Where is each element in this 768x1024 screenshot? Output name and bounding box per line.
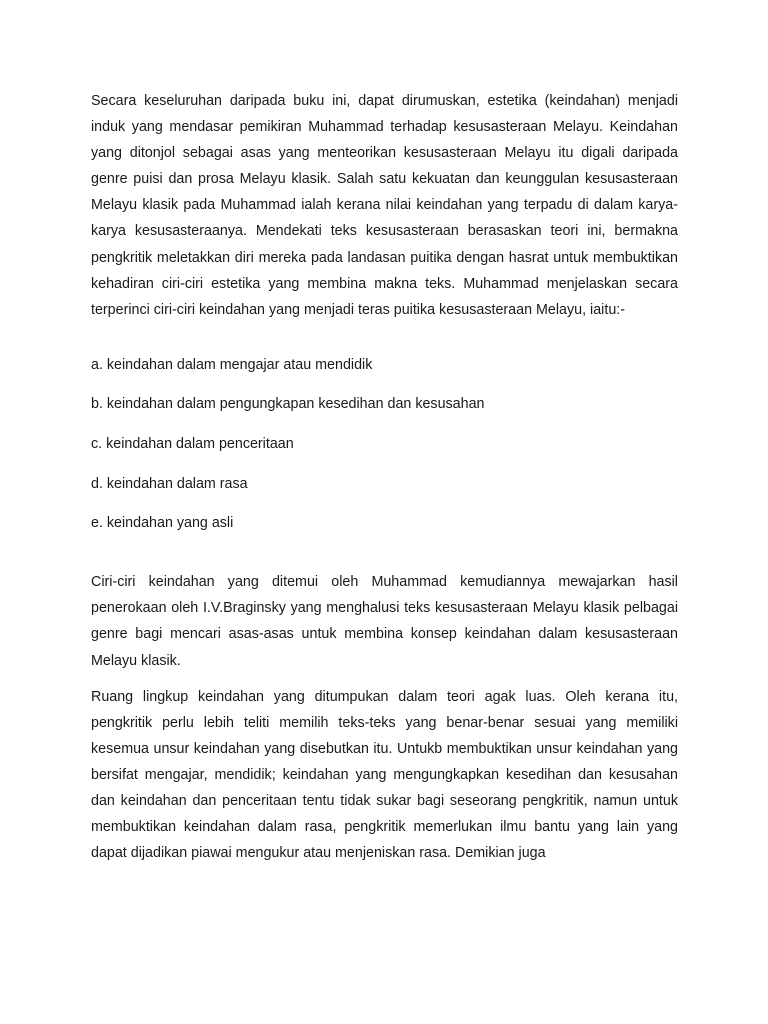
aesthetics-list [91,355,678,533]
list-marker: d. [91,475,107,492]
list-item-text: keindahan dalam rasa [106,475,248,492]
list-marker: e. [91,515,107,532]
document-page [91,88,678,866]
list-item [91,394,678,414]
scope-paragraph: Ruang lingkup keindahan yang ditumpukan dalam teori agak luas. Oleh kerana itu, pengkritik perlu lebih teliti memilih teks-teks yang benar-benar sesuai yang memiliki kesemua unsur keindahan yang disebutkan itu. Untukb membuktikan unsur keindahan yang bersifat mengajar, mendidik; keindahan yang mengungkapkan kesedihan dan kesusahan dan keindahan dan penceritaan tentu tidak sukar bagi seseorang pengkritik, namun untuk membuktikan keindahan dalam rasa, pengkritik memerlukan ilmu bantu yang lain yang dapat dijadikan piawai mengukur atau menjeniskan rasa. Demikian juga [91,688,678,862]
list-item-text: keindahan dalam mengajar atau mendidik [106,356,373,373]
list-marker: b. [91,396,107,413]
list-item [91,513,678,533]
list-item [91,355,678,375]
list-marker: c. [91,436,107,453]
list-item-text: keindahan dalam pengungkapan kesedihan dan kesusahan [106,396,485,413]
list-item [91,434,678,454]
intro-paragraph: Secara keseluruhan daripada buku ini, dapat dirumuskan, estetika (keindahan) menjadi induk yang mendasar pemikiran Muhammad terhadap kesusasteraan Melayu. Keindahan yang ditonjol sebagai asas yang menteorikan kesusasteraan Melayu itu digali daripada genre puisi dan prosa Melayu klasik. Salah satu kekuatan dan keunggulan kesusasteraan Melayu klasik pada Muhammad ialah kerana nilai keindahan yang terpadu di dalam karya-karya kesusasteraanya. Mendekati teks kesusasteraan berasaskan teori ini, bermakna pengkritik meletakkan diri mereka pada landasan puitika dengan hasrat untuk membuktikan kehadiran ciri-ciri estetika yang membina makna teks. Muhammad menjelaskan secara terperinci ciri-ciri keindahan yang menjadi teras puitika kesusasteraan Melayu, iaitu:- [91,93,678,318]
list-item-text: keindahan yang asli [106,515,234,532]
list-item [91,474,678,494]
braginsky-paragraph: Ciri-ciri keindahan yang ditemui oleh Muhammad kemudiannya mewajarkan hasil penerokaan oleh I.V.Braginsky yang menghalusi teks kesusasteraan Melayu klasik pelbagai genre bagi mencari asas-asas untuk membina konsep keindahan dalam kesusasteraan Melayu klasik. [91,574,678,669]
list-marker: a. [91,356,107,373]
list-item-text: keindahan dalam penceritaan [106,436,294,453]
